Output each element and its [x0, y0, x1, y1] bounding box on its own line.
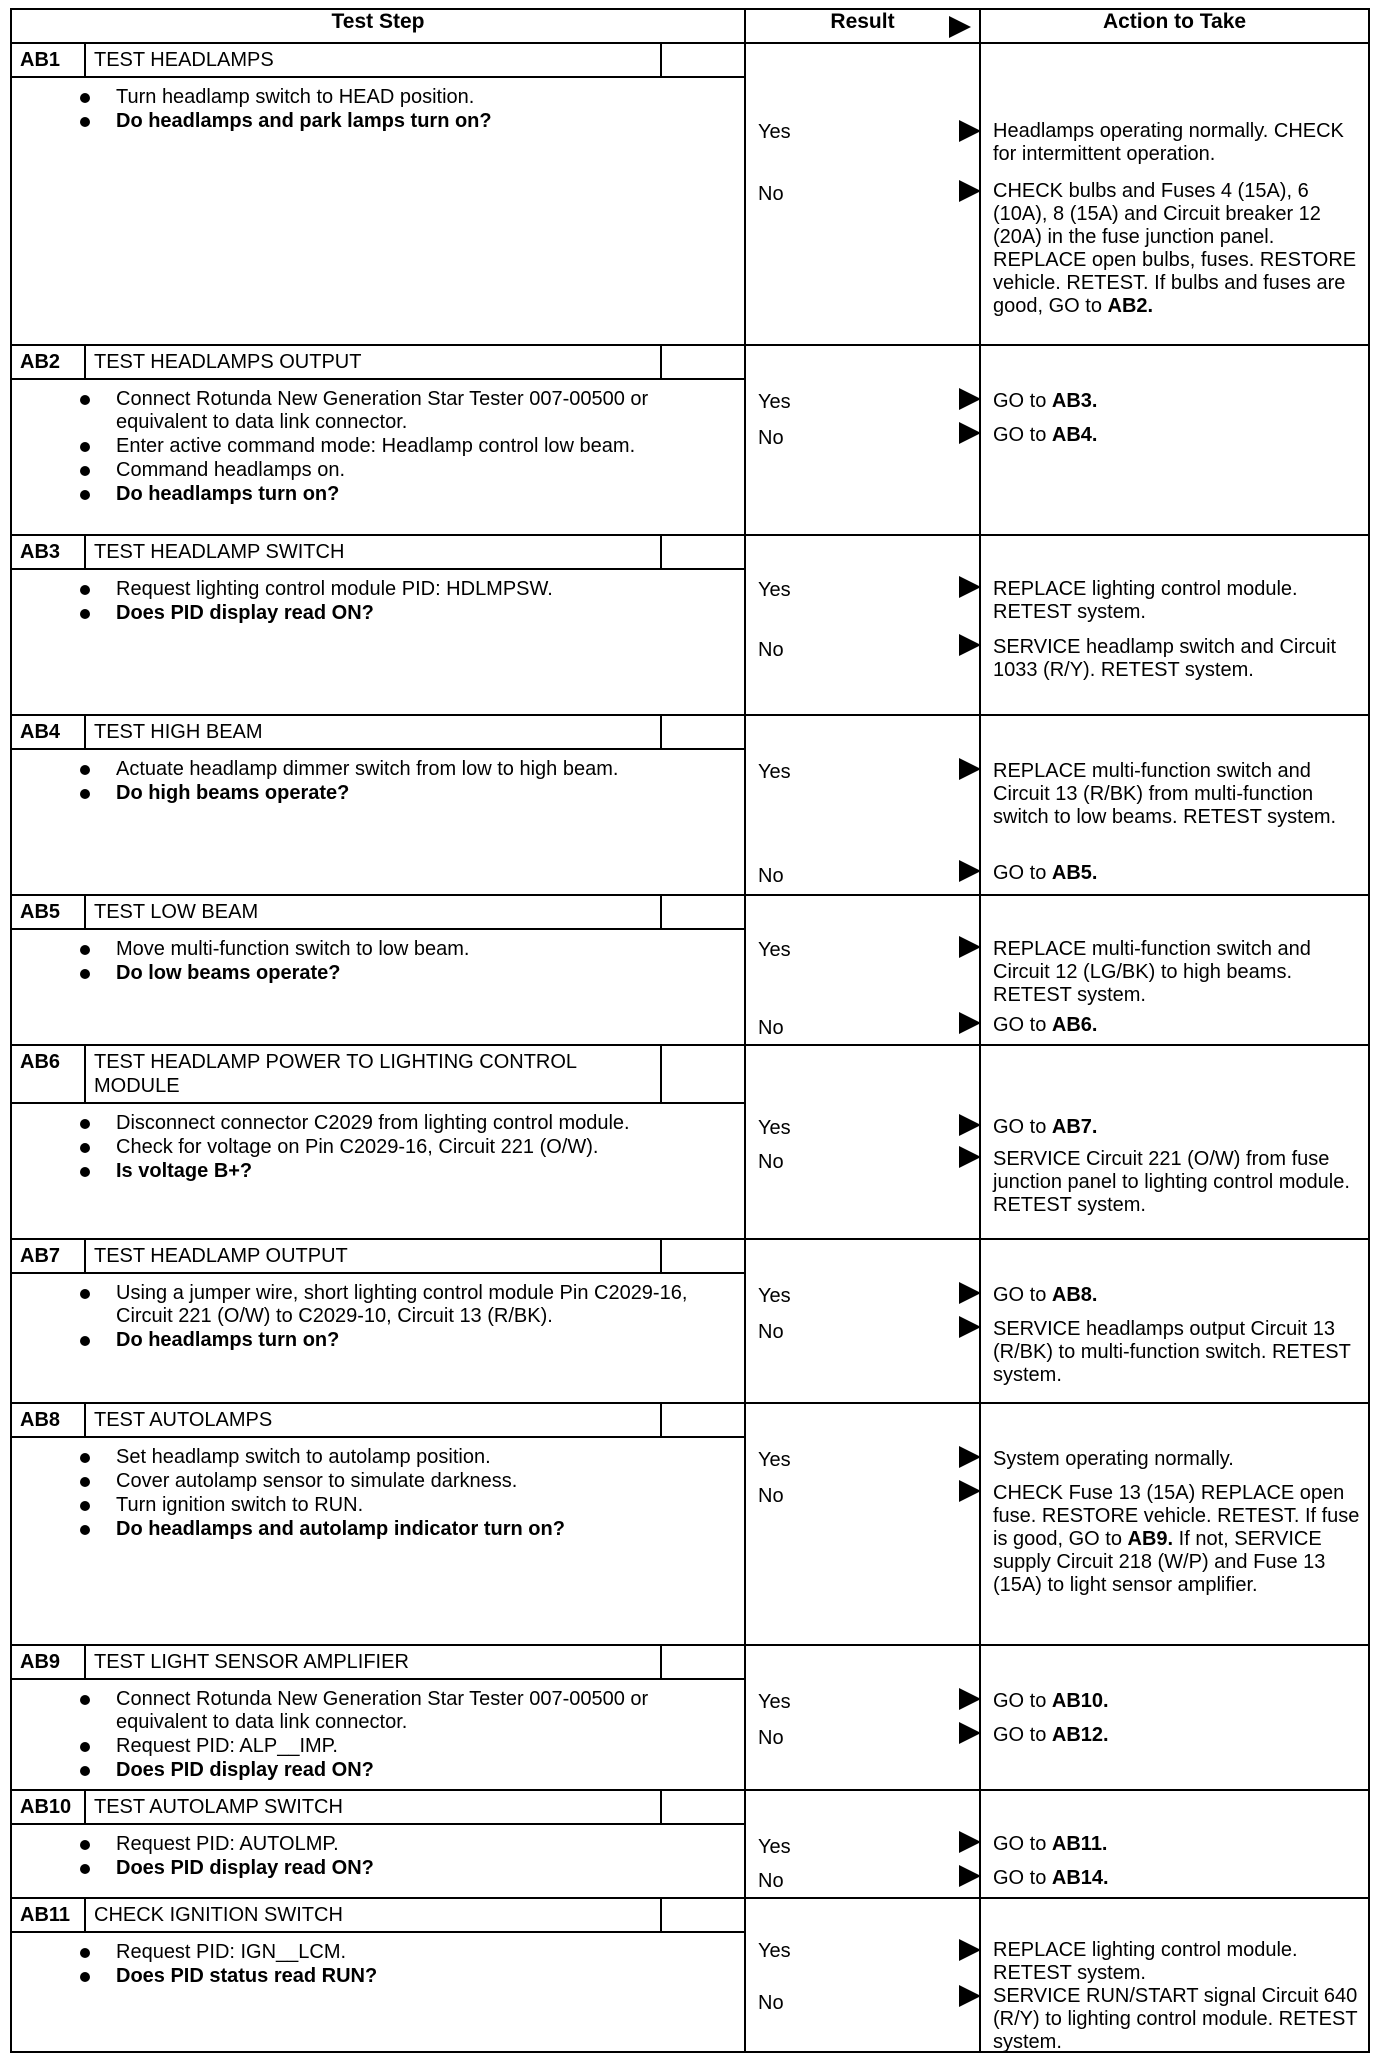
action-cell: [980, 895, 1369, 1045]
step-header: [12, 716, 744, 750]
arrow-icon: [959, 388, 981, 410]
result-cell: [745, 43, 980, 345]
arrow-icon: [959, 1282, 981, 1304]
step-ref: AB10.: [1051, 1690, 1109, 1712]
action-yes: REPLACE lighting control module. RETEST system.: [993, 1939, 1298, 1984]
step-question: Does PID status read RUN?: [74, 1965, 736, 1988]
step-row-ab6: [11, 1045, 1369, 1239]
action-text: GO to: [993, 1284, 1052, 1306]
action-yes: System operating normally.: [993, 1448, 1234, 1470]
step-header: [12, 536, 744, 570]
step-row-ab2: [11, 345, 1369, 535]
step-instruction: Move multi-function switch to low beam.: [74, 938, 736, 961]
result-yes: Yes: [758, 1449, 791, 1471]
step-ref: AB2.: [1107, 295, 1154, 317]
arrow-icon: [959, 1146, 981, 1168]
result-no: No: [758, 1321, 784, 1343]
pinpoint-test-table: [10, 8, 1370, 2053]
action-yes: [993, 390, 1362, 413]
step-id: AB6: [12, 1046, 86, 1102]
step-instruction: Set headlamp switch to autolamp position.: [74, 1446, 736, 1469]
step-cell: [11, 1403, 745, 1645]
arrow-icon: [959, 1939, 981, 1961]
action-cell: [980, 1239, 1369, 1403]
step-title: TEST AUTOLAMP SWITCH: [86, 1791, 662, 1823]
action-text: GO to: [993, 1690, 1052, 1712]
step-question: Does PID display read ON?: [74, 1857, 736, 1880]
step-ref: AB5.: [1051, 862, 1098, 884]
action-no: [993, 1867, 1362, 1890]
action-text: GO to: [993, 862, 1052, 884]
step-row-ab7: [11, 1239, 1369, 1403]
step-title: TEST AUTOLAMPS: [86, 1404, 662, 1436]
action-text: CHECK Fuse 13 (15A) REPLACE open fuse. RESTORE vehicle. RETEST. If fuse is good, GO to: [993, 1482, 1360, 1550]
result-no: No: [758, 1992, 784, 2014]
step-header: [12, 1404, 744, 1438]
step-instruction: Turn ignition switch to RUN.: [74, 1494, 736, 1517]
result-yes: Yes: [758, 761, 791, 783]
step-instruction: Request PID: IGN__LCM.: [74, 1941, 736, 1964]
result-yes: Yes: [758, 1117, 791, 1139]
step-header: [12, 1046, 744, 1104]
result-yes: Yes: [758, 391, 791, 413]
arrow-icon: [959, 758, 981, 780]
action-yes: REPLACE multi-function switch and Circuit 12 (LG/BK) to high beams. RETEST system.: [993, 938, 1311, 1006]
step-question: Do headlamps turn on?: [74, 1329, 736, 1352]
step-question: Does PID display read ON?: [74, 1759, 736, 1782]
action-no: [993, 1014, 1362, 1037]
result-no: No: [758, 427, 784, 449]
action-no: [993, 862, 1362, 885]
step-title: TEST HEADLAMP SWITCH: [86, 536, 662, 568]
result-cell: [745, 1790, 980, 1898]
result-no: No: [758, 1870, 784, 1892]
header-action: Action to Take: [980, 9, 1369, 43]
result-cell: [745, 1645, 980, 1790]
result-no: No: [758, 1151, 784, 1173]
result-no: No: [758, 865, 784, 887]
result-no: No: [758, 1017, 784, 1039]
action-cell: [980, 1403, 1369, 1645]
step-row-ab9: [11, 1645, 1369, 1790]
result-cell: [745, 535, 980, 715]
result-yes: Yes: [758, 579, 791, 601]
step-ref: AB14.: [1051, 1867, 1109, 1889]
step-instruction: Disconnect connector C2029 from lighting control module.: [74, 1112, 736, 1135]
step-instruction: Command headlamps on.: [74, 459, 736, 482]
header-test-step: Test Step: [11, 9, 745, 43]
result-yes: Yes: [758, 1691, 791, 1713]
step-id: AB7: [12, 1240, 86, 1272]
arrow-icon: [959, 1985, 981, 2007]
action-no: SERVICE Circuit 221 (O/W) from fuse junction panel to lighting control module. RETEST system.: [993, 1148, 1350, 1216]
step-id: AB8: [12, 1404, 86, 1436]
step-cell: [11, 345, 745, 535]
step-row-ab11: [11, 1898, 1369, 2052]
result-yes: Yes: [758, 1285, 791, 1307]
step-header: [12, 1646, 744, 1680]
action-no: SERVICE RUN/START signal Circuit 640 (R/Y) to lighting control module. RETEST system.: [993, 1985, 1358, 2053]
action-cell: [980, 1898, 1369, 2052]
step-question: Do headlamps and autolamp indicator turn on?: [74, 1518, 736, 1541]
step-id: AB4: [12, 716, 86, 748]
arrow-icon: [959, 936, 981, 958]
step-ref: AB6.: [1051, 1014, 1098, 1036]
action-no: [993, 424, 1362, 447]
arrow-icon: [959, 1012, 981, 1034]
action-no: [993, 1724, 1362, 1747]
step-question: Does PID display read ON?: [74, 602, 736, 625]
step-question: Do headlamps and park lamps turn on?: [74, 110, 736, 133]
step-header: [12, 896, 744, 930]
action-text: GO to: [993, 1867, 1052, 1889]
step-ref: AB9.: [1127, 1528, 1174, 1550]
step-cell: [11, 895, 745, 1045]
step-id: AB10: [12, 1791, 86, 1823]
step-title: TEST HEADLAMP OUTPUT: [86, 1240, 662, 1272]
step-ref: AB8.: [1051, 1284, 1098, 1306]
arrow-icon: [949, 16, 971, 38]
step-header: [12, 1240, 744, 1274]
action-text: GO to: [993, 390, 1052, 412]
action-no: SERVICE headlamp switch and Circuit 1033 (R/Y). RETEST system.: [993, 636, 1337, 681]
result-cell: [745, 715, 980, 895]
action-yes: [993, 1833, 1362, 1856]
arrow-icon: [959, 1831, 981, 1853]
action-no: SERVICE headlamps output Circuit 13 (R/BK) to multi-function switch. RETEST system.: [993, 1318, 1351, 1386]
step-instruction: Connect Rotunda New Generation Star Tester 007-00500 or equivalent to data link connector.: [74, 1688, 736, 1734]
step-id: AB5: [12, 896, 86, 928]
step-instruction: Request lighting control module PID: HDLMPSW.: [74, 578, 736, 601]
step-instruction: Turn headlamp switch to HEAD position.: [74, 86, 736, 109]
arrow-icon: [959, 120, 981, 142]
step-id: AB9: [12, 1646, 86, 1678]
step-instruction: Check for voltage on Pin C2029-16, Circuit 221 (O/W).: [74, 1136, 736, 1159]
arrow-icon: [959, 1446, 981, 1468]
step-title: TEST LIGHT SENSOR AMPLIFIER: [86, 1646, 662, 1678]
action-yes: [993, 1690, 1362, 1713]
step-cell: [11, 1645, 745, 1790]
arrow-icon: [959, 576, 981, 598]
step-instruction: Request PID: ALP__IMP.: [74, 1735, 736, 1758]
step-row-ab8: [11, 1403, 1369, 1645]
arrow-icon: [959, 1865, 981, 1887]
action-yes: REPLACE lighting control module. RETEST system.: [993, 578, 1298, 623]
step-question: Do headlamps turn on?: [74, 483, 736, 506]
action-cell: [980, 43, 1369, 345]
step-cell: [11, 1790, 745, 1898]
step-title: TEST HIGH BEAM: [86, 716, 662, 748]
step-ref: AB3.: [1051, 390, 1098, 412]
action-cell: [980, 1645, 1369, 1790]
action-text: CHECK bulbs and Fuses 4 (15A), 6 (10A), 8 (15A) and Circuit breaker 12 (20A) in the fuse junction panel. REPLACE open bulbs, fuses. RESTORE vehicle. RETEST. If bulbs and fuses are good, GO to: [993, 180, 1357, 317]
action-text: GO to: [993, 1116, 1052, 1138]
step-id: AB1: [12, 44, 86, 76]
result-cell: [745, 1403, 980, 1645]
step-row-ab3: [11, 535, 1369, 715]
action-cell: [980, 715, 1369, 895]
step-row-ab10: [11, 1790, 1369, 1898]
step-header: [12, 1899, 744, 1933]
action-text: GO to: [993, 1833, 1052, 1855]
action-text: GO to: [993, 1724, 1052, 1746]
step-id: AB3: [12, 536, 86, 568]
step-instruction: Enter active command mode: Headlamp control low beam.: [74, 435, 736, 458]
arrow-icon: [959, 1722, 981, 1744]
step-instruction: Actuate headlamp dimmer switch from low to high beam.: [74, 758, 736, 781]
step-ref: AB7.: [1051, 1116, 1098, 1138]
step-instruction: Cover autolamp sensor to simulate darkness.: [74, 1470, 736, 1493]
action-text: If not, SERVICE supply Circuit 218 (W/P) and Fuse 13 (15A) to light sensor amplifier.: [993, 1528, 1326, 1596]
step-cell: [11, 43, 745, 345]
result-no: No: [758, 639, 784, 661]
step-ref: AB4.: [1051, 424, 1098, 446]
action-cell: [980, 345, 1369, 535]
arrow-icon: [959, 180, 981, 202]
action-yes: [993, 1284, 1362, 1307]
arrow-icon: [959, 634, 981, 656]
result-cell: [745, 1239, 980, 1403]
step-instruction: Using a jumper wire, short lighting control module Pin C2029-16, Circuit 221 (O/W) to C2029-10, Circuit 13 (R/BK).: [74, 1282, 736, 1328]
result-cell: [745, 345, 980, 535]
step-cell: [11, 1045, 745, 1239]
arrow-icon: [959, 1480, 981, 1502]
step-instruction: Request PID: AUTOLMP.: [74, 1833, 736, 1856]
step-header: [12, 44, 744, 78]
arrow-icon: [959, 1316, 981, 1338]
step-row-ab4: [11, 715, 1369, 895]
result-no: No: [758, 1485, 784, 1507]
step-title: TEST HEADLAMPS: [86, 44, 662, 76]
result-yes: Yes: [758, 1940, 791, 1962]
step-title: TEST HEADLAMP POWER TO LIGHTING CONTROL MODULE: [86, 1046, 662, 1102]
action-cell: [980, 1790, 1369, 1898]
step-title: TEST HEADLAMPS OUTPUT: [86, 346, 662, 378]
step-question: Do high beams operate?: [74, 782, 736, 805]
step-cell: [11, 715, 745, 895]
result-cell: [745, 895, 980, 1045]
step-title: CHECK IGNITION SWITCH: [86, 1899, 662, 1931]
step-header: [12, 346, 744, 380]
step-question: Do low beams operate?: [74, 962, 736, 985]
step-row-ab1: [11, 43, 1369, 345]
action-yes: Headlamps operating normally. CHECK for intermittent operation.: [993, 120, 1344, 165]
action-no: [993, 180, 1362, 318]
action-no: [993, 1482, 1362, 1597]
result-cell: [745, 1898, 980, 2052]
arrow-icon: [959, 1114, 981, 1136]
result-yes: Yes: [758, 1836, 791, 1858]
arrow-icon: [959, 1688, 981, 1710]
result-yes: Yes: [758, 939, 791, 961]
step-question: Is voltage B+?: [74, 1160, 736, 1183]
action-text: GO to: [993, 424, 1052, 446]
step-instruction: Connect Rotunda New Generation Star Tester 007-00500 or equivalent to data link connector.: [74, 388, 736, 434]
step-id: AB2: [12, 346, 86, 378]
result-cell: [745, 1045, 980, 1239]
step-header: [12, 1791, 744, 1825]
action-yes: [993, 1116, 1362, 1139]
result-no: No: [758, 183, 784, 205]
arrow-icon: [959, 860, 981, 882]
result-no: No: [758, 1727, 784, 1749]
table-header-row: [11, 9, 1369, 43]
step-id: AB11: [12, 1899, 86, 1931]
step-cell: [11, 1898, 745, 2052]
step-ref: AB11.: [1051, 1833, 1108, 1855]
step-cell: [11, 535, 745, 715]
step-title: TEST LOW BEAM: [86, 896, 662, 928]
step-cell: [11, 1239, 745, 1403]
header-result-label: Result: [830, 10, 895, 33]
header-result: [745, 9, 980, 43]
action-yes: REPLACE multi-function switch and Circuit 13 (R/BK) from multi-function switch to low beams. RETEST system.: [993, 760, 1337, 828]
action-text: GO to: [993, 1014, 1052, 1036]
result-yes: Yes: [758, 121, 791, 143]
step-ref: AB12.: [1051, 1724, 1109, 1746]
step-row-ab5: [11, 895, 1369, 1045]
arrow-icon: [959, 422, 981, 444]
action-cell: [980, 1045, 1369, 1239]
action-cell: [980, 535, 1369, 715]
